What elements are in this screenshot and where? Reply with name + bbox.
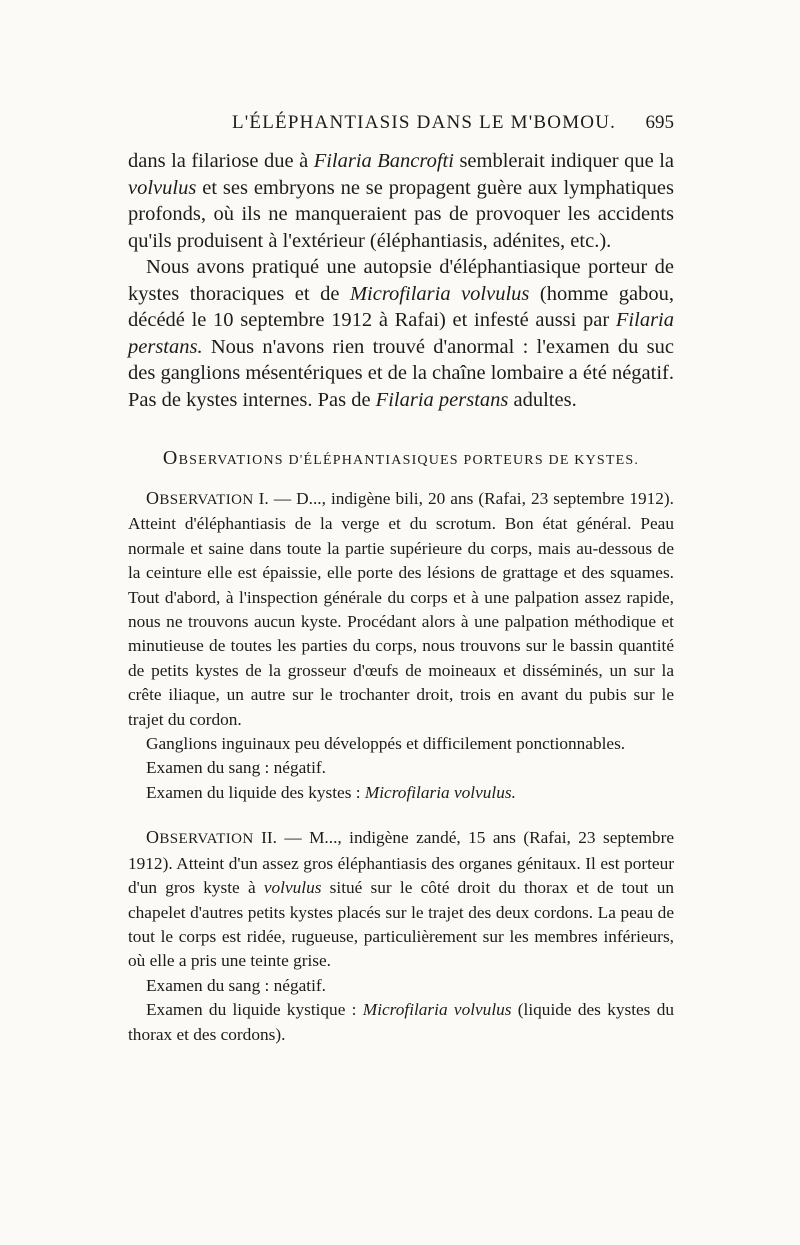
- paragraph-autopsy: Nous avons pratiqué une autopsie d'éléphantiasique porteur de kystes thoraciques et de Microfilaria volvulus (homme gabou, décédé le 10 septembre 1912 à Rafai) et infesté aussi par Filaria perstans. Nous n'avons rien trouvé d'anormal : l'examen du suc des ganglions mésentériques et de la chaîne lombaire a été négatif. Pas de kystes internes. Pas de Filaria perstans adultes.: [128, 256, 674, 411]
- observation-1-liquid: Examen du liquide des kystes : Microfilaria volvulus.: [146, 782, 516, 802]
- page-number: 695: [645, 112, 674, 133]
- observation-label: OBSERVATION: [146, 827, 254, 848]
- paragraph-continued: dans la filariose due à Filaria Bancrofti semblerait indiquer que la volvulus et ses embryons ne se propagent guère aux lymphatiques profonds, où ils ne manqueraient pas de provoquer les accidents qu'ils produisent à l'extérieur (éléphantiasis, adénites, etc.).: [128, 150, 675, 252]
- observation-1-ganglions: Ganglions inguinaux peu développés et difficilement ponctionnables.: [146, 734, 626, 754]
- observation-2-text: OBSERVATION II. — M..., indigène zandé, 15 ans (Rafai, 23 septembre 1912). Atteint d'un assez gros éléphantiasis des organes génitaux. Il est porteur d'un gros kyste à volvulus situé sur le côté droit du thorax et de tout un chapelet d'autres petits kystes placés sur le trajet des deux cordons. La peau de tout le corps est ridée, rugueuse, particulièrement sur les membres inférieurs, où elle a pris une teinte grise.: [128, 827, 675, 971]
- observation-1-blood: Examen du sang : négatif.: [146, 758, 326, 778]
- observation-1-text: OBSERVATION I. — D..., indigène bili, 20 ans (Rafai, 23 septembre 1912). Atteint d'éléphantiasis de la verge et du scrotum. Bon état général. Peau normale et saine dans toute la partie supérieure du corps, mais au-dessous de la ceinture elle est épaissie, elle porte des lésions de grattage et des squames. Tout d'abord, à l'inspection générale du corps et à une palpation assez rapide, nous ne trouvons aucun kyste. Procédant alors à une palpation méthodique et minutieuse de toutes les parties du corps, nous trouvons sur le bassin quantité de petits kystes de la grosseur d'œufs de moineaux et disséminés, un sur la crête iliaque, un autre sur le trochanter droit, trois en avant du pubis sur le trajet du cordon.: [128, 488, 674, 729]
- observation-2-liquid: Examen du liquide kystique : Microfilaria volvulus (liquide des kystes du thorax et des cordons).: [128, 1000, 674, 1044]
- observation-2-blood: Examen du sang : négatif.: [146, 975, 326, 995]
- intro-section: [128, 148, 674, 413]
- page-body: [128, 148, 674, 1047]
- observation-2: [128, 825, 674, 1047]
- running-title: L'ÉLÉPHANTIASIS DANS LE M'BOMOU.: [232, 112, 617, 133]
- section-heading: OBSERVATIONS D'ÉLÉPHANTIASIQUES PORTEURS DE KYSTES.: [162, 447, 640, 469]
- page-header: [128, 112, 674, 138]
- observation-label: OBSERVATION: [146, 488, 254, 508]
- observation-1: [128, 486, 674, 805]
